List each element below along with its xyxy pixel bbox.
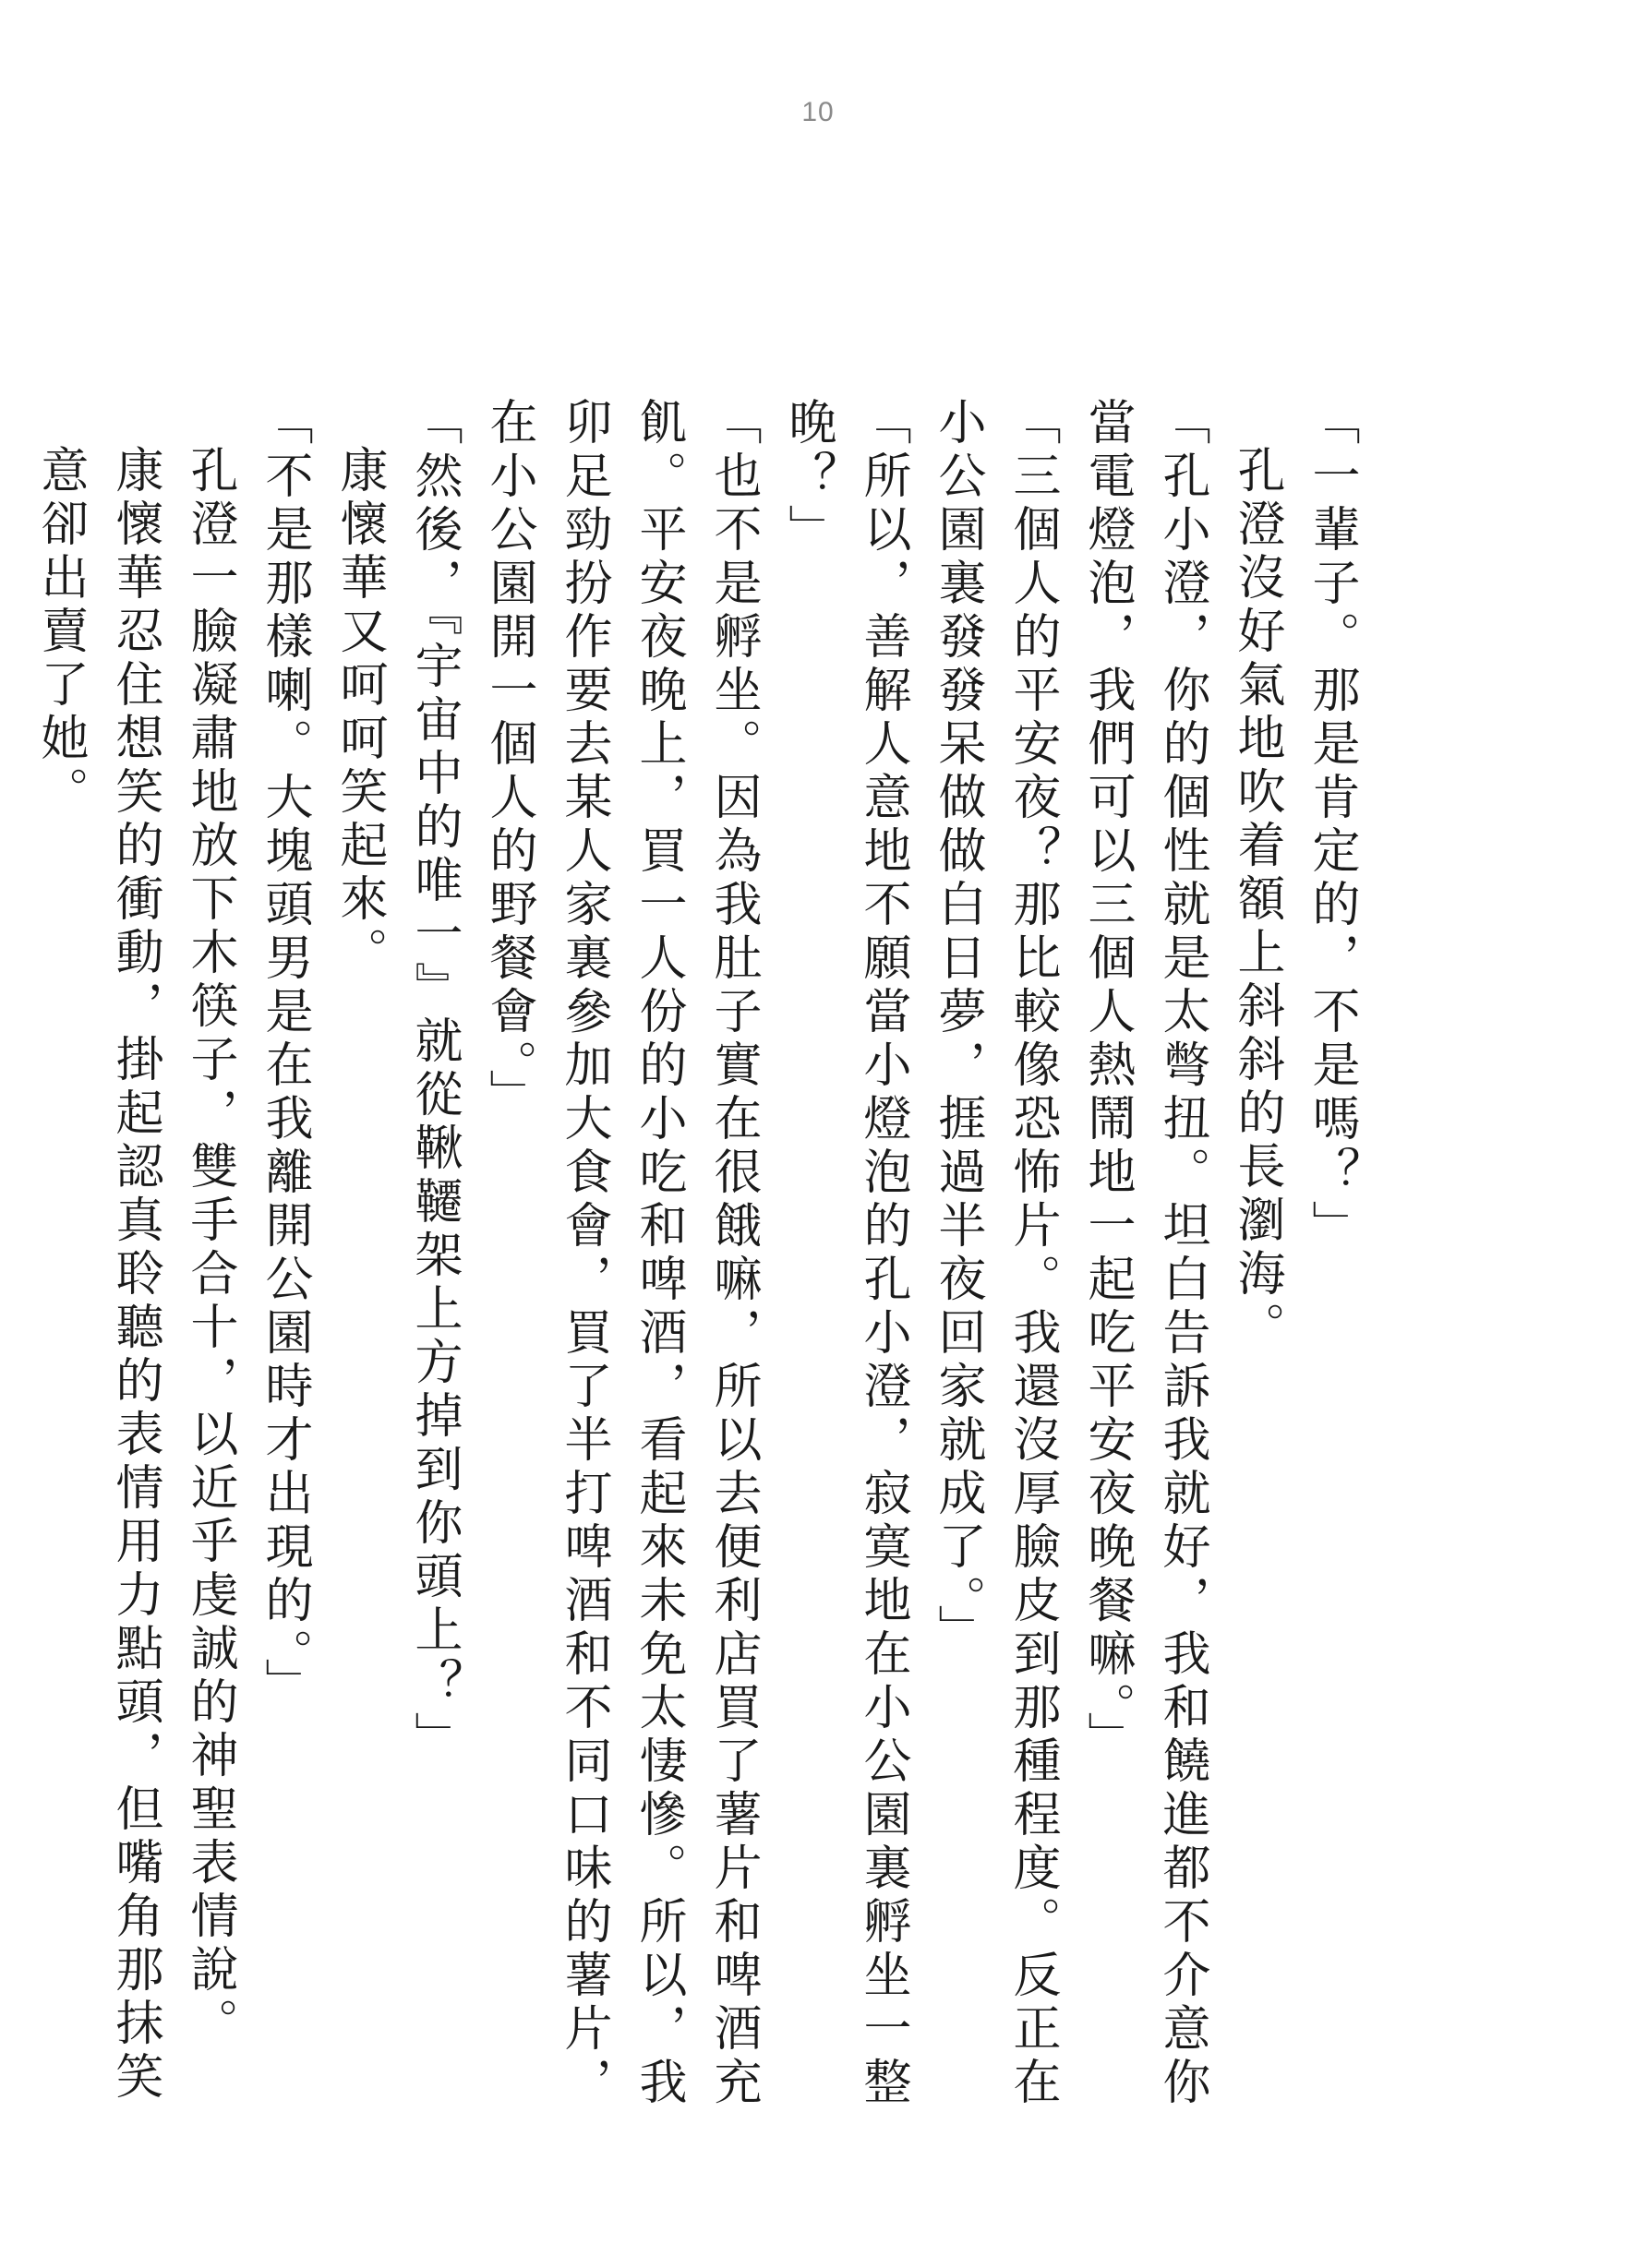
paragraph: 「不是那樣喇。大塊頭男是在我離開公園時才出現的。」: [257, 397, 312, 1711]
paragraph: 孔澄沒好氣地吹着額上斜斜的長瀏海。: [1229, 445, 1284, 1355]
paragraph: 「所以，善解人意地不願當小燈泡的孔小澄，寂寞地在小公園裏孵坐一整晚？」: [780, 397, 910, 2110]
paragraph: 「也不是孵坐。因為我肚子實在很餓嘛，所以去便利店買了薯片和啤酒充飢。平安夜晚上，買一人份的小吃和啤酒，看起來未免太悽慘。所以，我卯足勁扮作要去某人家裏參加大食會，買了半打啤酒和不同口味的薯片，在小公園開一個人的野餐會。」: [481, 397, 761, 2110]
vertical-text-body: [22, 397, 1368, 2114]
page-number: 10: [801, 97, 835, 127]
paragraph: 「三個人的平安夜？那比較像恐怖片。我還沒厚臉皮到那種程度。反正在小公園裏發發呆做做白日夢，捱過半夜回家就成了。」: [930, 397, 1060, 2110]
paragraph: 「然後，『宇宙中的唯一』就從鞦韆架上方掉到你頭上？」: [406, 397, 462, 1765]
paragraph: 「一輩子。那是肯定的，不是嗎？」: [1304, 397, 1359, 1254]
paragraph: 孔澄一臉凝肅地放下木筷子，雙手合十，以近乎虔誠的神聖表情說。: [182, 445, 237, 2051]
paragraph: 康懷華忍住想笑的衝動，掛起認真聆聽的表情用力點頭，但嘴角那抹笑意卻出賣了她。: [32, 445, 162, 2105]
paragraph: 康懷華又呵呵笑起來。: [331, 445, 387, 980]
paragraph: 「孔小澄，你的個性就是太彆扭。坦白告訴我就好，我和饒進都不介意你當電燈泡，我們可以三個人熱鬧地一起吃平安夜晚餐嘛。」: [1079, 397, 1209, 2110]
